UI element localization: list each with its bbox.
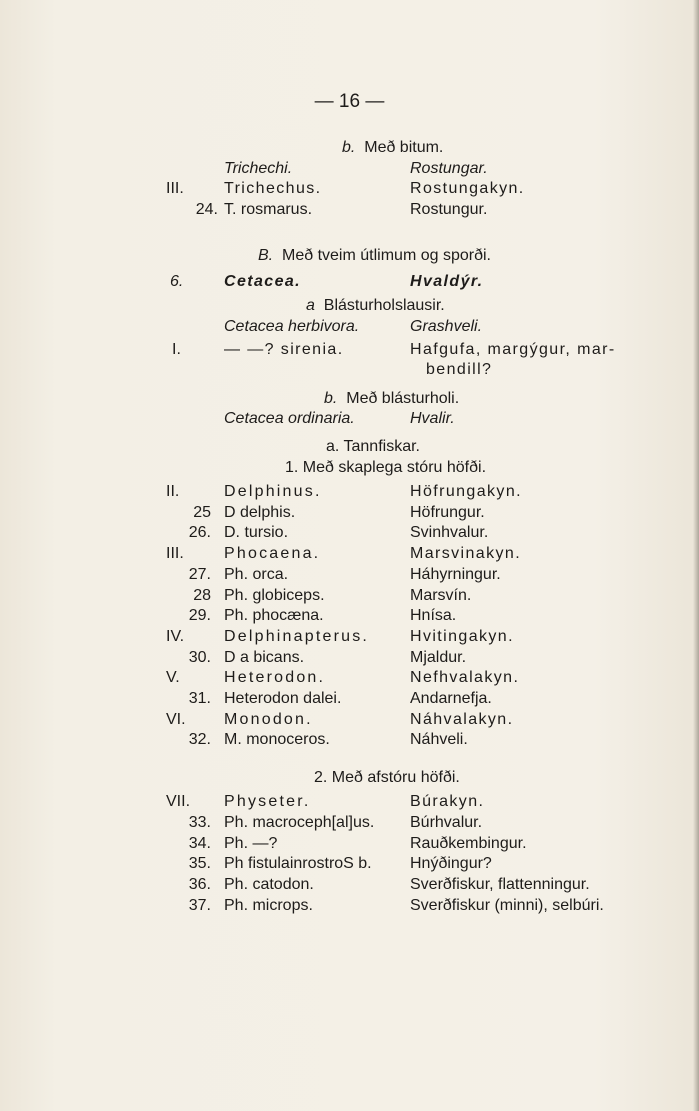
icelandic-name: Náhvalakyn. bbox=[410, 710, 514, 728]
section-heading-b2: b. Með blásturholi. bbox=[324, 390, 460, 407]
section-heading-2: 2. Með afstóru höfði. bbox=[314, 769, 460, 786]
latin-name: Trichechus. bbox=[224, 180, 322, 197]
latin-name: Cetacea herbivora. bbox=[224, 318, 360, 335]
row-number: IV. bbox=[166, 627, 185, 645]
icelandic-name: Mjaldur. bbox=[410, 648, 467, 666]
icelandic-name: Búrhvalur. bbox=[410, 813, 483, 831]
latin-name: Physeter. bbox=[224, 793, 311, 810]
icelandic-name: Andarnefja. bbox=[410, 690, 492, 707]
icelandic-name: Höfrungur. bbox=[410, 503, 485, 521]
row-number: 28 bbox=[193, 586, 211, 604]
section-heading-tannfiskar: a. Tannfiskar. bbox=[326, 438, 420, 455]
latin-name: Monodon. bbox=[224, 710, 313, 728]
row-number: 25 bbox=[193, 503, 211, 521]
latin-name: Delphinus. bbox=[224, 483, 322, 500]
latin-name: Ph. phocæna. bbox=[224, 607, 324, 625]
icelandic-name: Hvaldýr. bbox=[410, 273, 484, 290]
row-number: 29. bbox=[188, 607, 211, 625]
latin-name: Trichechi. bbox=[224, 160, 293, 177]
icelandic-name: Marsvín. bbox=[410, 586, 472, 604]
latin-name: Ph. macroceph[al]us. bbox=[224, 813, 375, 831]
page-number: — 16 — bbox=[314, 91, 385, 112]
row-number: 31. bbox=[188, 690, 211, 707]
icelandic-name: Náhveli. bbox=[410, 731, 468, 749]
latin-name: D delphis. bbox=[224, 503, 296, 521]
row-number: 26. bbox=[188, 524, 211, 542]
icelandic-name: Hafgufa, margýgur, mar- bbox=[410, 341, 616, 358]
row-number: VI. bbox=[166, 710, 186, 728]
latin-name: Ph. catodon. bbox=[224, 876, 314, 894]
icelandic-name: Nefhvalakyn. bbox=[410, 669, 520, 687]
row-number: II. bbox=[166, 483, 180, 500]
icelandic-name: Hvitingakyn. bbox=[410, 627, 514, 645]
icelandic-name: Háhyrningur. bbox=[410, 565, 501, 583]
section-heading-B: B. Með tveim útlimum og sporði. bbox=[258, 247, 491, 264]
icelandic-name: Rostungar. bbox=[410, 160, 488, 177]
latin-name: Ph. orca. bbox=[224, 565, 289, 583]
icelandic-name: Sverðfiskur, flattenningur. bbox=[410, 876, 590, 894]
section-heading-b: b. Með bitum. bbox=[342, 139, 444, 156]
row-number: 34. bbox=[188, 834, 211, 852]
row-number: V. bbox=[166, 669, 180, 687]
latin-name: Heterodon dalei. bbox=[224, 690, 342, 707]
icelandic-name: Hvalir. bbox=[410, 410, 455, 427]
row-number: 35. bbox=[188, 855, 211, 873]
latin-name: Ph. microps. bbox=[224, 897, 313, 914]
latin-name: T. rosmarus. bbox=[224, 201, 313, 218]
row-number: 36. bbox=[188, 876, 211, 894]
icelandic-name: Svinhvalur. bbox=[410, 524, 489, 542]
latin-name: — —? sirenia. bbox=[224, 341, 344, 358]
latin-name: Heterodon. bbox=[224, 669, 326, 687]
row-number: 37. bbox=[188, 897, 211, 914]
latin-name: Phocaena. bbox=[224, 545, 321, 563]
latin-name: D. tursio. bbox=[224, 524, 289, 542]
icelandic-name: Höfrungakyn. bbox=[410, 483, 522, 500]
latin-name: Ph. globiceps. bbox=[224, 586, 325, 604]
latin-name: Ph. —? bbox=[224, 834, 278, 852]
icelandic-name: Búrakyn. bbox=[410, 793, 485, 810]
icelandic-name-continued: bendill? bbox=[426, 361, 493, 378]
row-number: 30. bbox=[188, 648, 211, 666]
latin-name: D a bicans. bbox=[224, 648, 305, 666]
icelandic-name: Marsvinakyn. bbox=[410, 545, 522, 563]
latin-name: Cetacea. bbox=[224, 273, 302, 290]
latin-name: Cetacea ordinaria. bbox=[224, 410, 355, 427]
icelandic-name: Hnísa. bbox=[410, 607, 457, 625]
section-heading-1: 1. Með skaplega stóru höfði. bbox=[285, 459, 487, 476]
row-number: 24. bbox=[195, 201, 218, 218]
icelandic-name: Rostungur. bbox=[410, 201, 488, 218]
row-number: 27. bbox=[188, 565, 211, 583]
row-number: III. bbox=[166, 180, 184, 197]
icelandic-name: Sverðfiskur (minni), selbúri. bbox=[410, 897, 604, 914]
section-heading-a: a Blásturholslausir. bbox=[306, 297, 445, 314]
icelandic-name: Hnýðingur? bbox=[410, 855, 492, 873]
icelandic-name: Rauðkembingur. bbox=[410, 834, 527, 852]
row-number: 32. bbox=[188, 731, 211, 749]
page-edge-shadow bbox=[693, 0, 699, 1111]
latin-name: Delphinapterus. bbox=[224, 627, 370, 645]
row-number: III. bbox=[166, 545, 184, 563]
latin-name: M. monoceros. bbox=[224, 731, 330, 749]
row-number: 6. bbox=[170, 273, 184, 290]
icelandic-name: Rostungakyn. bbox=[410, 180, 525, 197]
row-number: I. bbox=[172, 341, 181, 358]
icelandic-name: Grashveli. bbox=[410, 318, 483, 335]
latin-name: Ph fistulainrostroS b. bbox=[224, 855, 372, 873]
row-number: VII. bbox=[166, 793, 191, 810]
row-number: 33. bbox=[188, 813, 211, 831]
